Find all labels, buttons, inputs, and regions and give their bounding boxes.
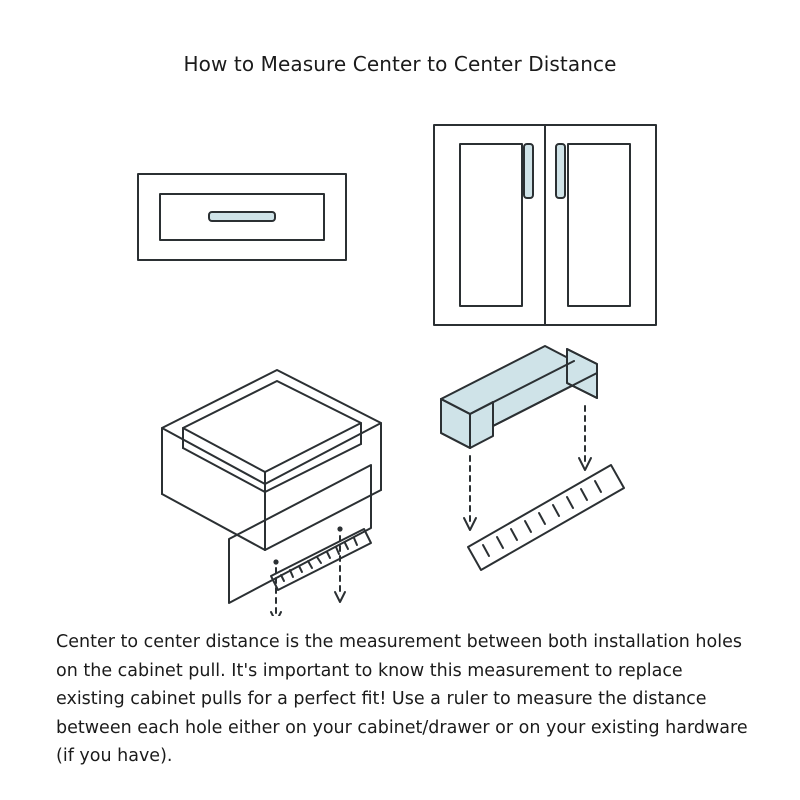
figure-open-drawer — [162, 370, 381, 616]
figure-drawer-front — [138, 174, 346, 260]
measure-arrow-pull-right — [579, 406, 591, 470]
illustration-area — [0, 96, 800, 616]
measure-arrow-pull-left — [464, 456, 476, 530]
bar-pull-horizontal — [209, 212, 275, 221]
diagram-svg — [0, 96, 800, 616]
hole-marker-right — [337, 526, 342, 531]
figure-cabinet-doors — [434, 125, 656, 325]
cabinet-pull-3d — [441, 346, 597, 448]
hole-marker-left — [273, 559, 278, 564]
bar-pull-vertical-right — [556, 144, 565, 198]
bar-pull-vertical-left — [524, 144, 533, 198]
caption-text: Center to center distance is the measurement between both installation holes on the cabinet pull. It's important to know this measurement to replace existing cabinet pulls for a perfect fit! Use a ruler to measure the distance between each hole either on your cabinet/drawer or on your existing hardware (if you have). — [56, 632, 754, 766]
ruler-pull — [468, 465, 624, 570]
figure-detached-pull — [441, 346, 624, 570]
page-title: How to Measure Center to Center Distance — [183, 52, 617, 76]
